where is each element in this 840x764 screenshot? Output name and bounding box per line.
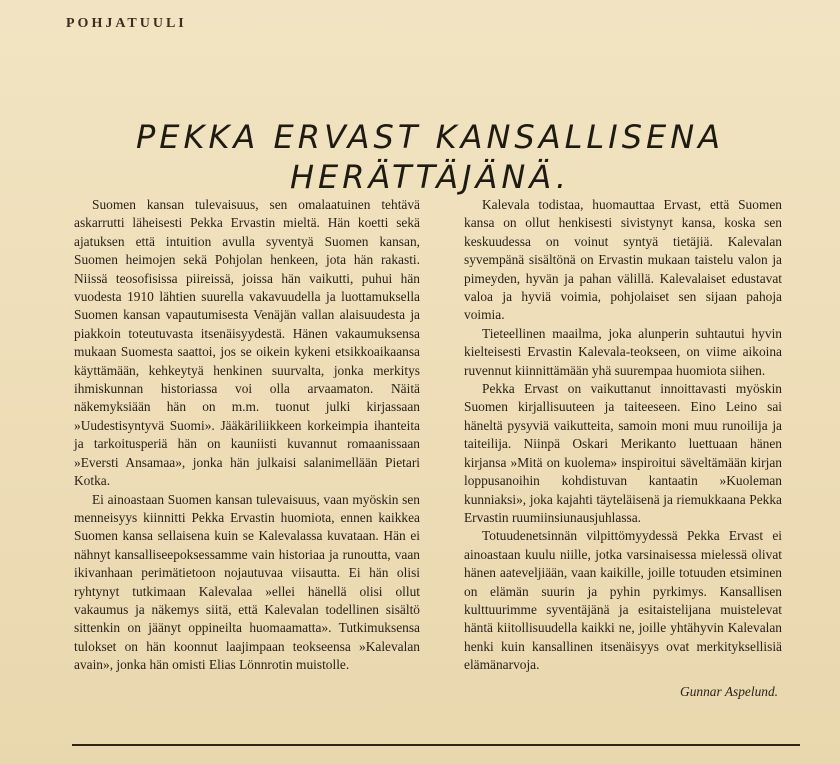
paragraph: Suomen kansan tulevaisuus, sen omalaatuinen tehtävä askarrutti läheisesti Pekka Ervastin mieltä. Hän koetti sekä ajatuksen että intuition avulla syventyä Suomen kansan, Suomen heimojen sekä Pohjolan henkeen, jota hän rakasti. Niissä teosofisissa piireissä, joissa hän vaikutti, puhui hän vuodesta 1910 lähtien suurella vakavuudella ja luottamuksella Suomen kansan vapautumisesta Venäjän vallan alaisuudesta ja piakkoin toteutuvasta itsenäisyydestä. Hänen vakaumuksensa mukaan Suomesta saattoi, jos se oikein kykeni etsikkoaikaansa käyttämään, kehkeytyä henkinen suurvalta, jonka merkitys ihmiskunnan historiassa voi olla arvaamaton. Näitä näkemyksiään hän on m.m. tuonut julki kirjassaan »Uudestisyntyvä Suomi». Jääkäriliikkeen korkeimpia ihanteita ja tarkoitusperiä hän on kauniisti kuvannut romaanissaan »Eversti Ansamaa», jonka hän julkaisi salanimellään Pietari Kotka. <box>74 197 420 489</box>
paragraph: Ei ainoastaan Suomen kansan tulevaisuus, vaan myöskin sen menneisyys kiinnitti Pekka Ervastin huomiota, ennen kaikkea Suomen kansa sellaisena kuin se Kalevalassa kuvataan. Hän ei nähnyt kansalliseepoksessamme vain historiaa ja runoutta, vaan ikivanhaan perimätietoon nojautuvaa viisautta. Ei hän olisi ryhtynyt tutkimaan Kalevalaa »ellei hänellä olisi ollut vakaumus ja näkemys siitä, että Kalevalan todellinen sisältö sittenkin on jäänyt oppineilta huomaamatta». Tutkimuksensa tulokset on hän koonnut laajimpaan teokseensa »Kalevalan avain», jonka hän omisti Elias Lönnrotin muistolle. <box>74 491 420 673</box>
paragraph: Kalevala todistaa, huomauttaa Ervast, että Suomen kansa on ollut henkisesti sivistynyt kansa, koska sen keskuudessa on voinut syntyä tietäjiä. Kalevalan syvempänä sisältönä on Ervastin mukaan taistelu valon ja pimeyden, hyvän ja pahan välillä. Kalevalaiset edustavat valoa ja hyviä voimia, pohjolaiset sen sijaan pahoja voimia. <box>464 197 782 323</box>
right-column <box>464 196 782 701</box>
bottom-divider <box>72 744 800 746</box>
author-signature: Gunnar Aspelund. <box>680 683 778 699</box>
left-column <box>74 196 420 675</box>
paragraph: Tieteellinen maailma, joka alunperin suhtautui hyvin kielteisesti Ervastin Kalevala-teokseen, on viime aikoina ruvennut kiinnittämään yhä suurempaa huomiota siihen. <box>464 325 782 378</box>
paragraph: Pekka Ervast on vaikuttanut innoittavasti myöskin Suomen kirjallisuuteen ja taiteeseen. Eino Leino sai häneltä pysyviä vaikutteita, samoin moni muu runoilija ja taiteilija. Niinpä Oskari Merikanto luettuaan hänen kirjansa »Mitä on kuolema» inspiroitui säveltämään kirjan loppusanoihin kohdistuvan kantaatin »Kuoleman kunniaksi», joka kajahti täyteläisenä ja riemukkaana Pekka Ervastin ruumiinsiunausjuhlassa. <box>464 381 782 525</box>
article-title: PEKKA ERVAST KANSALLISENA HERÄTTÄJÄNÄ. <box>135 118 725 197</box>
paragraph: Totuudenetsinnän vilpittömyydessä Pekka Ervast ei ainoastaan kuulu niille, jotka varsinaisessa mielessä olivat hänen aateveljiään, vaan kaikille, joille totuuden etsiminen on elämän suurin ja pyhin pyrkimys. Kansallisen kulttuurimme syventäjänä ja esitaistelijana muistelevat häntä kiitollisuudella kaikki ne, joille yhtähyvin Kalevalan henki kuin kansallinen itsenäisyys ovat merkityksellisiä elämänarvoja. <box>464 528 782 673</box>
magazine-name: POHJATUULI <box>66 16 187 31</box>
